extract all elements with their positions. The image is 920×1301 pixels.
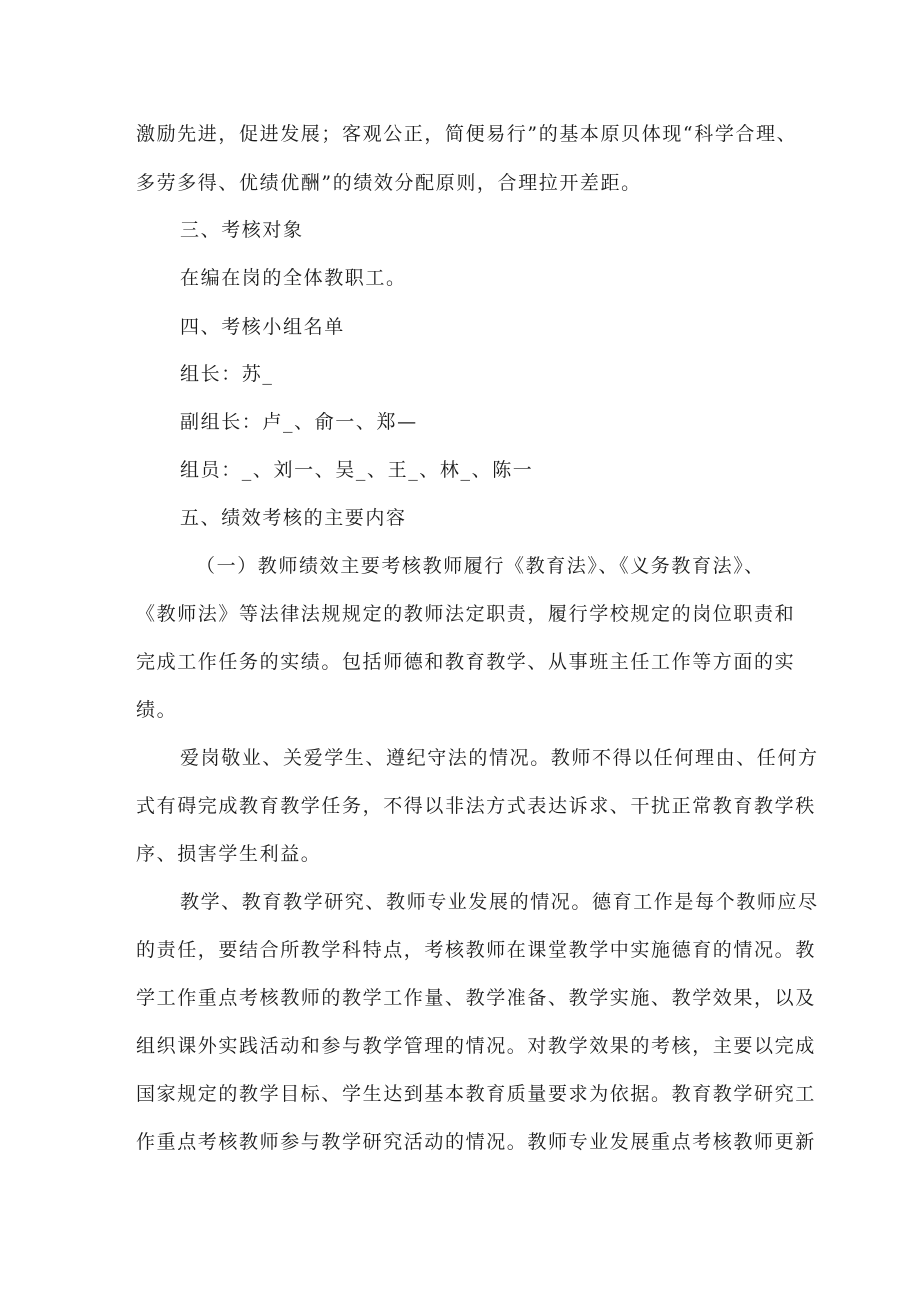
- subsection-1-line-2: 《教师法》等法律法规规定的教师法定职责，履行学校规定的岗位职责和: [136, 603, 796, 625]
- ethics-paragraph-line-3: 序、损害学生利益。: [136, 843, 322, 865]
- section-heading-5: 五、绩效考核的主要内容: [180, 507, 407, 529]
- subsection-1-line-1: （一）教师绩效主要考核教师履行《教育法》、《义务教育法》、: [196, 555, 765, 577]
- paragraph-principles-line-2: 多劳多得、优绩优酬”的绩效分配原则，合理拉开差距。: [136, 172, 642, 194]
- subsection-1-line-4: 绩。: [136, 699, 178, 721]
- section-heading-4: 四、考核小组名单: [180, 316, 345, 338]
- teaching-paragraph-line-4: 组织课外实践活动和参与教学管理的情况。对教学效果的考核，主要以完成: [136, 1035, 816, 1057]
- teaching-paragraph-line-6: 作重点考核教师参与教学研究活动的情况。教师专业发展重点考核教师更新: [136, 1131, 816, 1153]
- teaching-paragraph-line-2: 的责任，要结合所教学科特点，考核教师在课堂教学中实施德育的情况。教: [136, 939, 816, 961]
- teaching-paragraph-line-1: 教学、教育教学研究、教师专业发展的情况。德育工作是每个教师应尽: [180, 891, 819, 913]
- ethics-paragraph-line-1: 爱岗敬业、关爱学生、遵纪守法的情况。教师不得以任何理由、任何方: [180, 747, 819, 769]
- teaching-paragraph-line-3: 学工作重点考核教师的教学工作量、教学准备、教学实施、教学效果，以及: [136, 987, 816, 1009]
- deputy-leader-line: 副组长：卢_、俞一、郑—: [180, 411, 418, 433]
- members-line: 组员：_、刘一、吴_、王_、林_、陈一: [180, 459, 534, 481]
- subsection-1-line-3: 完成工作任务的实绩。包括师德和教育教学、从事班主任工作等方面的实: [136, 651, 796, 673]
- teaching-paragraph-line-5: 国家规定的教学目标、学生达到基本教育质量要求为依据。教育教学研究工: [136, 1083, 816, 1105]
- group-leader-line: 组长：苏_: [180, 363, 274, 385]
- assessment-target-text: 在编在岗的全体教职工。: [180, 267, 407, 289]
- paragraph-principles-line-1: 激励先进，促进发展；客观公正，简便易行”的基本原贝体现“科学合理、: [136, 123, 798, 145]
- ethics-paragraph-line-2: 式有碍完成教育教学任务，不得以非法方式表达诉求、干扰正常教育教学秩: [136, 795, 816, 817]
- section-heading-3: 三、考核对象: [180, 219, 304, 241]
